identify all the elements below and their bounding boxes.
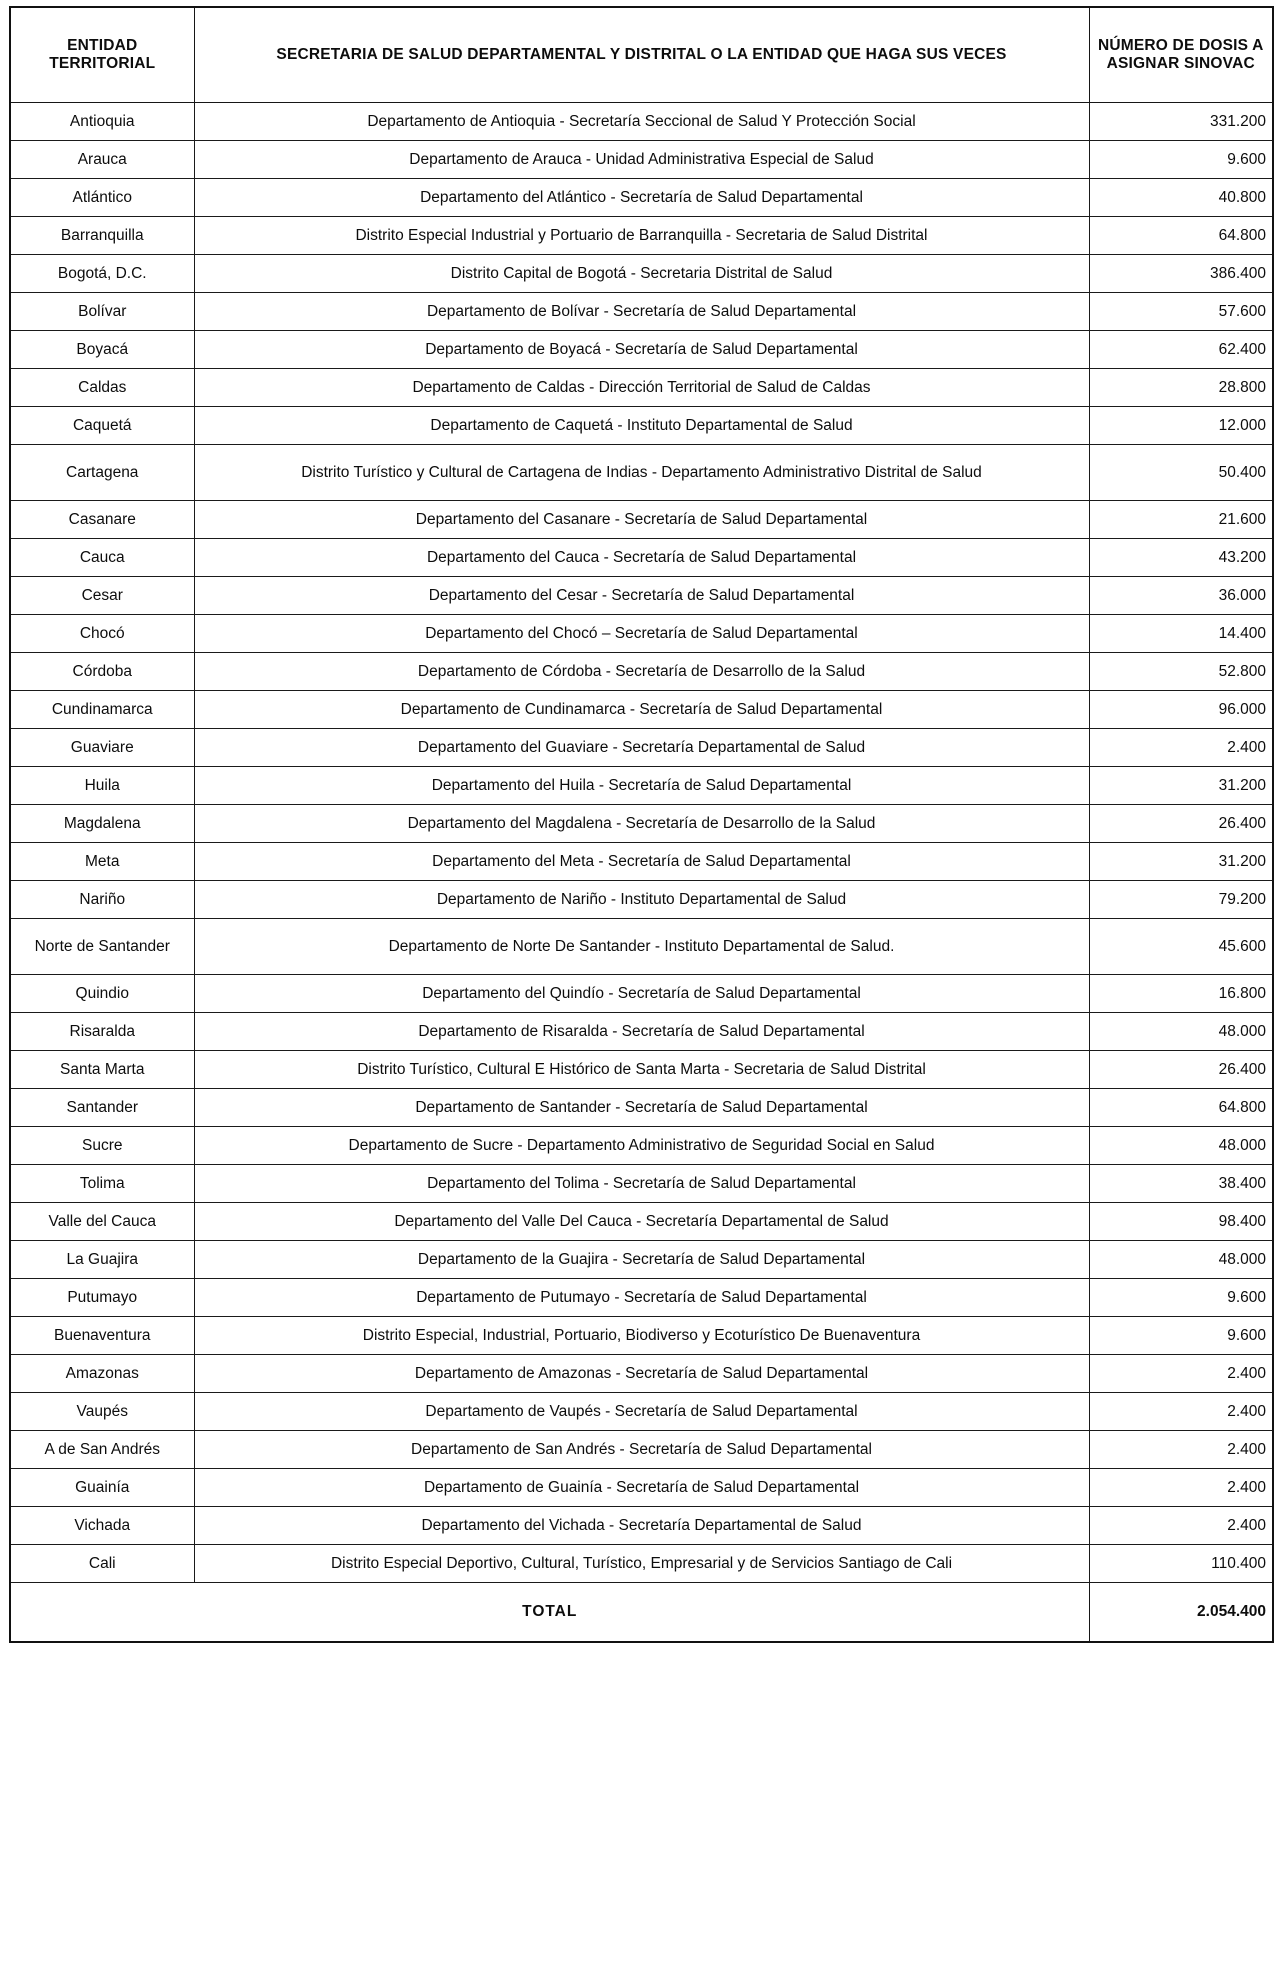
cell-numero-de-dosis: 98.400 xyxy=(1089,1203,1273,1241)
table-row xyxy=(10,255,1273,293)
cell-entidad-territorial: Risaralda xyxy=(10,1013,194,1051)
total-row xyxy=(10,1583,1273,1643)
cell-entidad-territorial: Vaupés xyxy=(10,1393,194,1431)
cell-entidad-territorial: Córdoba xyxy=(10,653,194,691)
cell-entidad-territorial: Santa Marta xyxy=(10,1051,194,1089)
cell-secretaria-de-salud: Departamento del Meta - Secretaría de Salud Departamental xyxy=(194,843,1089,881)
cell-entidad-territorial: Huila xyxy=(10,767,194,805)
cell-entidad-territorial: Bolívar xyxy=(10,293,194,331)
table-row xyxy=(10,881,1273,919)
table-row xyxy=(10,1545,1273,1583)
cell-numero-de-dosis: 2.400 xyxy=(1089,1469,1273,1507)
cell-secretaria-de-salud: Departamento de Santander - Secretaría de Salud Departamental xyxy=(194,1089,1089,1127)
cell-entidad-territorial: Arauca xyxy=(10,141,194,179)
cell-entidad-territorial: Nariño xyxy=(10,881,194,919)
table-row xyxy=(10,331,1273,369)
table-row xyxy=(10,369,1273,407)
cell-numero-de-dosis: 26.400 xyxy=(1089,1051,1273,1089)
cell-secretaria-de-salud: Departamento de Amazonas - Secretaría de Salud Departamental xyxy=(194,1355,1089,1393)
cell-secretaria-de-salud: Departamento del Chocó – Secretaría de Salud Departamental xyxy=(194,615,1089,653)
cell-secretaria-de-salud: Departamento del Vichada - Secretaría Departamental de Salud xyxy=(194,1507,1089,1545)
cell-secretaria-de-salud: Departamento de Risaralda - Secretaría de Salud Departamental xyxy=(194,1013,1089,1051)
cell-secretaria-de-salud: Departamento de San Andrés - Secretaría de Salud Departamental xyxy=(194,1431,1089,1469)
table-row xyxy=(10,975,1273,1013)
cell-secretaria-de-salud: Departamento de Norte De Santander - Instituto Departamental de Salud. xyxy=(194,919,1089,975)
cell-secretaria-de-salud: Departamento de Putumayo - Secretaría de Salud Departamental xyxy=(194,1279,1089,1317)
table-row xyxy=(10,843,1273,881)
cell-numero-de-dosis: 79.200 xyxy=(1089,881,1273,919)
cell-numero-de-dosis: 50.400 xyxy=(1089,445,1273,501)
cell-numero-de-dosis: 31.200 xyxy=(1089,767,1273,805)
table-row xyxy=(10,501,1273,539)
cell-entidad-territorial: Sucre xyxy=(10,1127,194,1165)
cell-secretaria-de-salud: Departamento del Cesar - Secretaría de Salud Departamental xyxy=(194,577,1089,615)
cell-numero-de-dosis: 9.600 xyxy=(1089,1279,1273,1317)
table-row xyxy=(10,1279,1273,1317)
table-row xyxy=(10,1241,1273,1279)
cell-numero-de-dosis: 14.400 xyxy=(1089,615,1273,653)
table-row xyxy=(10,767,1273,805)
cell-secretaria-de-salud: Departamento de Boyacá - Secretaría de Salud Departamental xyxy=(194,331,1089,369)
cell-entidad-territorial: Chocó xyxy=(10,615,194,653)
column-header-numero-de-dosis-sinovac: NÚMERO DE DOSIS A ASIGNAR SINOVAC xyxy=(1089,7,1273,103)
cell-entidad-territorial: Guaviare xyxy=(10,729,194,767)
cell-secretaria-de-salud: Departamento del Huila - Secretaría de Salud Departamental xyxy=(194,767,1089,805)
cell-entidad-territorial: Amazonas xyxy=(10,1355,194,1393)
cell-numero-de-dosis: 52.800 xyxy=(1089,653,1273,691)
total-label: TOTAL xyxy=(10,1583,1089,1643)
cell-numero-de-dosis: 64.800 xyxy=(1089,217,1273,255)
cell-entidad-territorial: Tolima xyxy=(10,1165,194,1203)
cell-numero-de-dosis: 2.400 xyxy=(1089,1431,1273,1469)
cell-numero-de-dosis: 43.200 xyxy=(1089,539,1273,577)
table-row xyxy=(10,407,1273,445)
column-header-secretaria-de-salud: SECRETARIA DE SALUD DEPARTAMENTAL Y DISTRITAL O LA ENTIDAD QUE HAGA SUS VECES xyxy=(194,7,1089,103)
cell-secretaria-de-salud: Departamento de Antioquia - Secretaría Seccional de Salud Y Protección Social xyxy=(194,103,1089,141)
cell-entidad-territorial: Cesar xyxy=(10,577,194,615)
cell-secretaria-de-salud: Departamento del Valle Del Cauca - Secretaría Departamental de Salud xyxy=(194,1203,1089,1241)
cell-entidad-territorial: Antioquia xyxy=(10,103,194,141)
cell-secretaria-de-salud: Departamento de Caquetá - Instituto Departamental de Salud xyxy=(194,407,1089,445)
cell-entidad-territorial: Guainía xyxy=(10,1469,194,1507)
cell-numero-de-dosis: 331.200 xyxy=(1089,103,1273,141)
cell-secretaria-de-salud: Distrito Capital de Bogotá - Secretaria Distrital de Salud xyxy=(194,255,1089,293)
cell-secretaria-de-salud: Departamento de Cundinamarca - Secretaría de Salud Departamental xyxy=(194,691,1089,729)
cell-entidad-territorial: A de San Andrés xyxy=(10,1431,194,1469)
table-row xyxy=(10,1165,1273,1203)
cell-entidad-territorial: Putumayo xyxy=(10,1279,194,1317)
table-header-row xyxy=(10,7,1273,103)
cell-secretaria-de-salud: Departamento del Guaviare - Secretaría Departamental de Salud xyxy=(194,729,1089,767)
table-row xyxy=(10,1013,1273,1051)
table-row xyxy=(10,217,1273,255)
cell-entidad-territorial: Magdalena xyxy=(10,805,194,843)
cell-numero-de-dosis: 2.400 xyxy=(1089,729,1273,767)
cell-numero-de-dosis: 386.400 xyxy=(1089,255,1273,293)
cell-secretaria-de-salud: Departamento del Casanare - Secretaría de Salud Departamental xyxy=(194,501,1089,539)
cell-numero-de-dosis: 110.400 xyxy=(1089,1545,1273,1583)
table-row xyxy=(10,1431,1273,1469)
cell-numero-de-dosis: 64.800 xyxy=(1089,1089,1273,1127)
cell-secretaria-de-salud: Distrito Especial, Industrial, Portuario, Biodiverso y Ecoturístico De Buenaventura xyxy=(194,1317,1089,1355)
cell-secretaria-de-salud: Departamento de Guainía - Secretaría de Salud Departamental xyxy=(194,1469,1089,1507)
cell-numero-de-dosis: 28.800 xyxy=(1089,369,1273,407)
cell-entidad-territorial: Cauca xyxy=(10,539,194,577)
cell-numero-de-dosis: 9.600 xyxy=(1089,1317,1273,1355)
table-row xyxy=(10,1469,1273,1507)
cell-numero-de-dosis: 57.600 xyxy=(1089,293,1273,331)
cell-entidad-territorial: Bogotá, D.C. xyxy=(10,255,194,293)
cell-secretaria-de-salud: Departamento de Nariño - Instituto Departamental de Salud xyxy=(194,881,1089,919)
cell-entidad-territorial: Buenaventura xyxy=(10,1317,194,1355)
cell-secretaria-de-salud: Distrito Turístico y Cultural de Cartagena de Indias - Departamento Administrativo Distrital de Salud xyxy=(194,445,1089,501)
cell-entidad-territorial: Cali xyxy=(10,1545,194,1583)
cell-numero-de-dosis: 62.400 xyxy=(1089,331,1273,369)
cell-numero-de-dosis: 48.000 xyxy=(1089,1127,1273,1165)
cell-numero-de-dosis: 26.400 xyxy=(1089,805,1273,843)
cell-secretaria-de-salud: Departamento del Tolima - Secretaría de Salud Departamental xyxy=(194,1165,1089,1203)
cell-entidad-territorial: Caquetá xyxy=(10,407,194,445)
table-row xyxy=(10,1393,1273,1431)
table-row xyxy=(10,1203,1273,1241)
cell-entidad-territorial: La Guajira xyxy=(10,1241,194,1279)
cell-entidad-territorial: Cundinamarca xyxy=(10,691,194,729)
cell-secretaria-de-salud: Departamento del Quindío - Secretaría de Salud Departamental xyxy=(194,975,1089,1013)
table-row xyxy=(10,1089,1273,1127)
cell-numero-de-dosis: 12.000 xyxy=(1089,407,1273,445)
cell-secretaria-de-salud: Distrito Especial Industrial y Portuario de Barranquilla - Secretaria de Salud Distrital xyxy=(194,217,1089,255)
cell-secretaria-de-salud: Departamento del Cauca - Secretaría de Salud Departamental xyxy=(194,539,1089,577)
cell-numero-de-dosis: 21.600 xyxy=(1089,501,1273,539)
table-row xyxy=(10,141,1273,179)
cell-secretaria-de-salud: Departamento de Bolívar - Secretaría de Salud Departamental xyxy=(194,293,1089,331)
table-row xyxy=(10,1355,1273,1393)
table-row xyxy=(10,919,1273,975)
cell-entidad-territorial: Casanare xyxy=(10,501,194,539)
cell-entidad-territorial: Cartagena xyxy=(10,445,194,501)
cell-secretaria-de-salud: Distrito Especial Deportivo, Cultural, Turístico, Empresarial y de Servicios Santiago de Cali xyxy=(194,1545,1089,1583)
cell-secretaria-de-salud: Departamento de la Guajira - Secretaría de Salud Departamental xyxy=(194,1241,1089,1279)
table-row xyxy=(10,179,1273,217)
table-row xyxy=(10,293,1273,331)
cell-secretaria-de-salud: Distrito Turístico, Cultural E Histórico de Santa Marta - Secretaria de Salud Distrital xyxy=(194,1051,1089,1089)
cell-numero-de-dosis: 38.400 xyxy=(1089,1165,1273,1203)
cell-numero-de-dosis: 9.600 xyxy=(1089,141,1273,179)
cell-entidad-territorial: Barranquilla xyxy=(10,217,194,255)
dose-assignment-table xyxy=(9,6,1274,1643)
table-row xyxy=(10,1507,1273,1545)
cell-numero-de-dosis: 16.800 xyxy=(1089,975,1273,1013)
cell-entidad-territorial: Boyacá xyxy=(10,331,194,369)
cell-entidad-territorial: Vichada xyxy=(10,1507,194,1545)
table-row xyxy=(10,691,1273,729)
cell-numero-de-dosis: 2.400 xyxy=(1089,1507,1273,1545)
table-footer xyxy=(10,1583,1273,1643)
table-row xyxy=(10,1051,1273,1089)
cell-secretaria-de-salud: Departamento de Caldas - Dirección Territorial de Salud de Caldas xyxy=(194,369,1089,407)
table-row xyxy=(10,615,1273,653)
cell-numero-de-dosis: 96.000 xyxy=(1089,691,1273,729)
cell-secretaria-de-salud: Departamento del Atlántico - Secretaría de Salud Departamental xyxy=(194,179,1089,217)
table-header xyxy=(10,7,1273,103)
table-row xyxy=(10,653,1273,691)
cell-numero-de-dosis: 45.600 xyxy=(1089,919,1273,975)
table-row xyxy=(10,729,1273,767)
cell-entidad-territorial: Quindio xyxy=(10,975,194,1013)
cell-entidad-territorial: Santander xyxy=(10,1089,194,1127)
cell-numero-de-dosis: 2.400 xyxy=(1089,1393,1273,1431)
cell-numero-de-dosis: 31.200 xyxy=(1089,843,1273,881)
cell-numero-de-dosis: 2.400 xyxy=(1089,1355,1273,1393)
cell-entidad-territorial: Norte de Santander xyxy=(10,919,194,975)
table-row xyxy=(10,1317,1273,1355)
table-row xyxy=(10,577,1273,615)
cell-secretaria-de-salud: Departamento del Magdalena - Secretaría de Desarrollo de la Salud xyxy=(194,805,1089,843)
cell-numero-de-dosis: 48.000 xyxy=(1089,1013,1273,1051)
cell-secretaria-de-salud: Departamento de Arauca - Unidad Administrativa Especial de Salud xyxy=(194,141,1089,179)
cell-numero-de-dosis: 48.000 xyxy=(1089,1241,1273,1279)
cell-secretaria-de-salud: Departamento de Córdoba - Secretaría de Desarrollo de la Salud xyxy=(194,653,1089,691)
cell-entidad-territorial: Meta xyxy=(10,843,194,881)
cell-secretaria-de-salud: Departamento de Vaupés - Secretaría de Salud Departamental xyxy=(194,1393,1089,1431)
column-header-entidad-territorial: ENTIDAD TERRITORIAL xyxy=(10,7,194,103)
table-row xyxy=(10,1127,1273,1165)
table-body xyxy=(10,103,1273,1583)
cell-entidad-territorial: Atlántico xyxy=(10,179,194,217)
cell-entidad-territorial: Valle del Cauca xyxy=(10,1203,194,1241)
cell-entidad-territorial: Caldas xyxy=(10,369,194,407)
cell-numero-de-dosis: 36.000 xyxy=(1089,577,1273,615)
total-doses-value: 2.054.400 xyxy=(1089,1583,1273,1643)
cell-secretaria-de-salud: Departamento de Sucre - Departamento Administrativo de Seguridad Social en Salud xyxy=(194,1127,1089,1165)
table-row xyxy=(10,539,1273,577)
table-row xyxy=(10,103,1273,141)
table-row xyxy=(10,445,1273,501)
cell-numero-de-dosis: 40.800 xyxy=(1089,179,1273,217)
table-row xyxy=(10,805,1273,843)
